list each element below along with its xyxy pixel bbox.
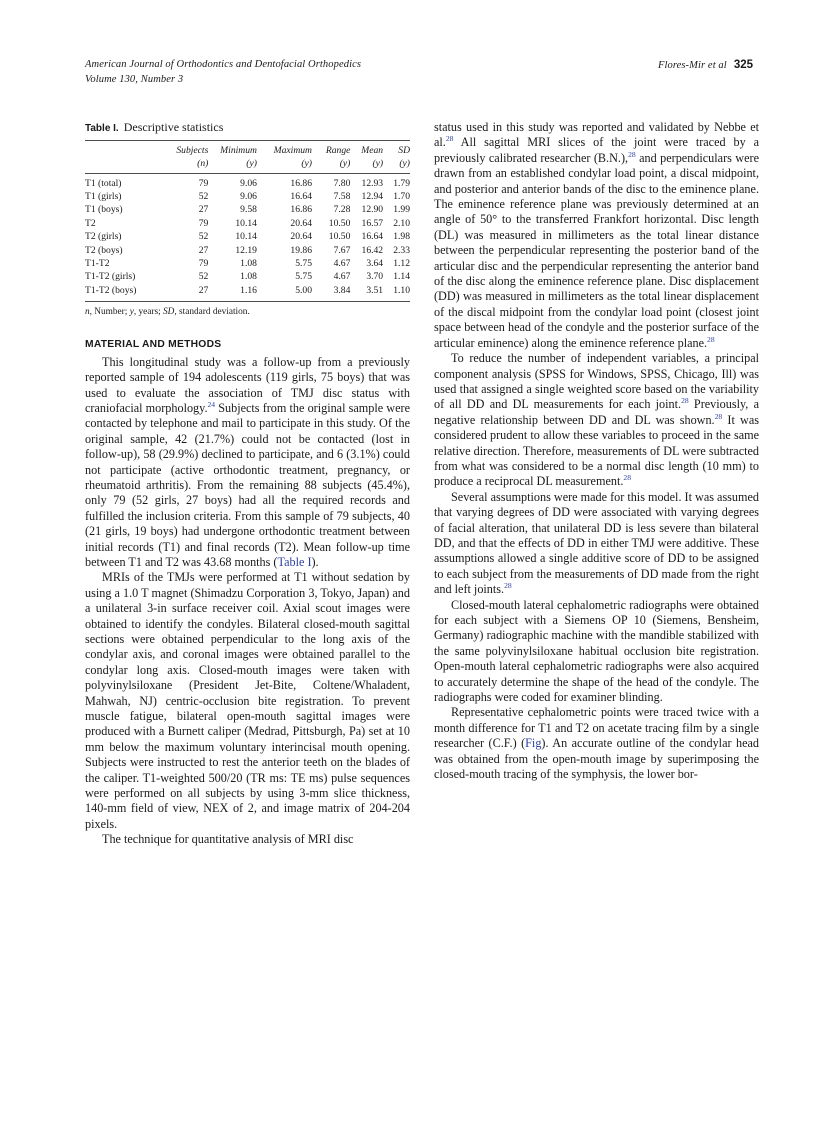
footnote-text-y: , years; [133, 306, 163, 317]
col-unit-range: (y) [339, 157, 351, 169]
table-header-row-unit [85, 158, 410, 174]
table-row [85, 191, 410, 204]
cell-subjects: 27 [198, 204, 209, 216]
running-head-right [658, 58, 753, 74]
paragraph-text: To reduce the number of independent variables, a principal component analysis (SPSS for Windows, SPSS, Chicago, Ill) was used that assigned a single weighted score based on the variability of all DD and DL measurements for each joint. [434, 351, 759, 412]
cell-maximum: 20.64 [290, 217, 312, 229]
cell-mean: 16.64 [361, 231, 384, 243]
cell-sd: 1.98 [393, 231, 410, 243]
col-header-sd: SD [383, 141, 410, 158]
col-unit-mean: (y) [372, 157, 384, 169]
col-header-minimum: Minimum [208, 141, 257, 158]
cell-minimum: 9.06 [240, 190, 257, 202]
citation-ref: 28 [623, 473, 631, 483]
citation-ref: 28 [628, 149, 636, 159]
table-row [85, 271, 410, 284]
cell-range: 3.84 [333, 284, 351, 296]
cell-sd: 1.10 [393, 284, 410, 296]
cell-subjects: 79 [169, 174, 208, 191]
cell-maximum: 5.75 [295, 257, 312, 269]
cell-minimum: 10.14 [235, 217, 257, 229]
paragraph-text: This longitudinal study was a follow-up from a previously reported sample of 194 adolescents (119 girls, 75 boys) that was used to evaluate the association of TMJ disc status with craniofacial morphology. [85, 354, 410, 415]
cell-maximum: 16.64 [290, 190, 312, 202]
cell-minimum: 10.14 [235, 231, 257, 243]
cell-sd: 2.10 [393, 217, 410, 229]
paragraph-text: Representative cephalometric points were traced twice with a month difference for T1 and T2 on acetate tracing film by a single researcher (C.F.) ( [434, 705, 759, 751]
paragraph-mri-protocol: MRIs of the TMJs were performed at T1 without sedation by using a 1.0 T magnet (Shimadzu Corporation 3, Tokyo, Japan) and a unilateral 3-in surface receiver coil. Axial scout images were obtained to identify the condyles. Bilateral closed-mouth sagittal sections were obtained perpendicular to the long axis of the condylar axis, and coronal images were obtained parallel to the condylar long axis. Closed-mouth images were taken with polyvinylsiloxane (President Jet-Bite, Coltene/Whaladent, Mahwah, NJ) centric-occlusion bite registration. To prevent muscle fatigue, bilateral open-mouth sagittal images were produced with a Burnett caliper (Medrad, Pittsburgh, Pa) set at 10 mm below the maximum voluntary interincisal mouth opening. Subjects were instructed to rest the anterior teeth on the blades of the caliper. T1-weighted 500/20 (TR ms: TE ms) pulse sequences were performed on all subjects by using 3-mm slice thickness, 140-mm field of view, NEX of 2, and image matrix of 204-204 pixels. [85, 570, 410, 831]
table-descriptive-statistics [85, 120, 410, 318]
cell-sd: 1.79 [383, 174, 410, 191]
cell-range: 4.67 [333, 271, 351, 283]
col-header-mean: Mean [350, 141, 383, 158]
paragraph-model-assumptions [434, 490, 759, 598]
cell-mean: 3.64 [366, 257, 384, 269]
cell-minimum: 1.08 [240, 271, 257, 283]
table-body [85, 174, 410, 301]
cell-sd: 1.70 [393, 190, 410, 202]
cell-mean: 16.42 [361, 244, 384, 256]
col-header-maximum: Maximum [257, 141, 312, 158]
paragraph-text: ). [311, 554, 319, 569]
col-header-range: Range [312, 141, 350, 158]
paragraph-text: status used in this study was reported and validated by Nebbe et al. [434, 120, 759, 150]
cell-maximum: 16.86 [257, 174, 312, 191]
citation-ref: 28 [504, 581, 512, 591]
paragraph-text: Subjects from the original sample were contacted by telephone and mail to participate in this study. Of the original sample, 42 (21.7%) could not be contacted (lost in follow-up), 58 (29.9%) declined to participate, and 6 (3.1%) could not participate (active orthodontic treatment, pregnancy, or rheumatoid arthritis). From the remaining 88 subjects (45.4%), only 79 (52 girls, 27 boys) had all the required records and fulfilled the inclusion criteria. From this sample of 79 subjects, 40 (21 girls, 19 boys) had undergone orthodontic treatment between initial records (T1) and final records (T2). Mean follow-up time between T1 and T2 was 43.68 months ( [85, 400, 410, 569]
page-number: 325 [733, 59, 753, 71]
col-unit-sd: (y) [399, 157, 410, 169]
cell-minimum: 12.19 [235, 244, 257, 256]
footnote-text-sd: , standard deviation. [174, 306, 250, 317]
cell-minimum: 1.08 [240, 257, 257, 269]
table-header-row-name [85, 141, 410, 158]
cell-subjects: 79 [198, 217, 209, 229]
left-column [85, 120, 410, 848]
cell-maximum: 5.75 [295, 271, 312, 283]
paragraph-text: and perpendiculars were drawn from an established condylar load point, a discal midpoint, and posterior and anterior bands of the disc to the eminence plane. The eminence reference plane was previously determined at an angle of 50° to the transferred Frankfort horizontal. Disc length (DL) was measured in millimeters as the total linear distance between the perpendicular representing the posterior band of the articular disc and the perpendicular representing the anterior band of the disc along the eminence reference plane. Disc displacement (DD) was measured in millimeters as the total linear displacement of the discal midpoint from the condylar load point (closest joint space between head of the condyle and the posterior surface of the articular eminence) along the eminence reference plane. [434, 150, 759, 350]
footnote-text-n: , Number; [89, 306, 130, 317]
table-footnote [85, 301, 410, 318]
cell-maximum: 5.00 [295, 284, 312, 296]
table-row [85, 258, 410, 271]
citation-ref: 28 [445, 134, 454, 144]
paragraph-text: Previously, a negative relationship between DD and DL was shown. [434, 397, 759, 427]
citation-ref: 28 [707, 334, 715, 344]
cell-sd: 1.99 [393, 204, 410, 216]
cell-range: 7.28 [333, 204, 351, 216]
row-label: T1 (boys) [85, 204, 123, 216]
table-title: Descriptive statistics [123, 120, 224, 134]
cell-range: 7.80 [312, 174, 350, 191]
paragraph-principal-component-analysis [434, 351, 759, 490]
running-head [85, 58, 753, 92]
row-label: T1-T2 (girls) [85, 271, 136, 283]
cell-maximum: 19.86 [290, 244, 312, 256]
volume-issue: Volume 130, Number 3 [85, 73, 184, 85]
table-label: Table I. [85, 123, 119, 134]
cell-maximum: 20.64 [290, 231, 312, 243]
col-header-subjects: Subjects [169, 141, 208, 158]
table-row [85, 217, 410, 230]
cell-mean: 16.57 [361, 217, 384, 229]
citation-ref: 24 [207, 399, 216, 409]
cell-range: 7.58 [333, 190, 351, 202]
row-label: T2 (boys) [85, 244, 123, 256]
table-caption [85, 120, 410, 136]
row-label: T2 [85, 217, 96, 229]
paragraph-text: Several assumptions were made for this model. It was assumed that varying degrees of DD were associated with varying degrees of facial alteration, that unilateral DD is less severe than bilateral DD, and that the effects of DD in either TMJ were additive. These assumptions allowed a single additive score of DD to be assigned to each subject from the measurements of DD made from the right and left joints. [434, 489, 760, 597]
row-label: T1 (total) [85, 174, 169, 191]
footnote-abbr-sd: SD [163, 306, 175, 317]
table-row [85, 204, 410, 217]
paragraph-cephalometric-radiographs: Closed-mouth lateral cephalometric radiographs were obtained for each subject with a Siemens OP 10 (Siemens, Bensheim, Germany) radiographic machine with the mandible stabilized with the same polyvinylsiloxane habitual occlusion bite registration. Open-mouth lateral cephalometric radiographs were also acquired to accurately determine the shape of the head of the condyle. The radiographs were coded for examiner blinding. [434, 597, 759, 705]
row-label: T1 (girls) [85, 190, 122, 202]
table-row [85, 284, 410, 300]
section-heading-material-and-methods: MATERIAL AND METHODS [85, 338, 222, 350]
table-row [85, 244, 410, 257]
col-unit-minimum: (y) [246, 157, 257, 169]
table-link[interactable]: Table I [277, 554, 312, 569]
cell-mean: 3.51 [366, 284, 384, 296]
cell-range: 10.50 [328, 231, 351, 243]
cell-range: 7.67 [333, 244, 351, 256]
cell-sd: 1.12 [393, 257, 410, 269]
row-label: T1-T2 (boys) [85, 284, 137, 296]
cell-mean: 3.70 [366, 271, 384, 283]
cell-range: 10.50 [328, 217, 351, 229]
table-row [85, 174, 410, 191]
statistics-table [85, 140, 410, 301]
paragraph-text: All sagittal MRI slices of the joint were traced by a previously calibrated researcher (B.N.), [434, 135, 759, 165]
figure-link[interactable]: Fig [525, 736, 542, 751]
row-label: T2 (girls) [85, 231, 122, 243]
paragraph-text: It was considered prudent to allow these variables to proceed in the same relative direction. Therefore, measurements of DL were subtracted from what was considered to be a normal disc length (10 mm) to produce a reciprocal DL measurement. [434, 412, 759, 489]
running-head-left [85, 58, 361, 87]
running-head-authors: Flores-Mir et al [657, 60, 727, 71]
footnote-abbr-n: n [85, 306, 90, 317]
cell-subjects: 52 [198, 271, 209, 283]
cell-subjects: 27 [198, 284, 209, 296]
citation-ref: 28 [714, 411, 723, 421]
footnote-abbr-y: y [129, 306, 134, 317]
paragraph-disc-measurement [434, 120, 759, 351]
cell-sd: 2.33 [393, 244, 410, 256]
citation-ref: 28 [681, 396, 689, 406]
right-column [434, 120, 759, 782]
cell-subjects: 52 [198, 231, 209, 243]
cell-minimum: 9.58 [240, 204, 257, 216]
journal-title: American Journal of Orthodontics and Dentofacial Orthopedics [85, 59, 362, 70]
col-unit-maximum: (y) [301, 157, 312, 169]
cell-subjects: 79 [198, 257, 209, 269]
cell-mean: 12.90 [361, 204, 384, 216]
cell-minimum: 9.06 [208, 174, 257, 191]
col-unit-blank [85, 158, 169, 174]
paragraph-technique-start: The technique for quantitative analysis of MRI disc [102, 832, 354, 847]
col-unit-subjects: (n) [197, 157, 209, 169]
cell-maximum: 16.86 [290, 204, 312, 216]
cell-mean: 12.94 [361, 190, 384, 202]
cell-mean: 12.93 [350, 174, 383, 191]
cell-range: 4.67 [333, 257, 351, 269]
row-label: T1-T2 [85, 257, 110, 269]
paragraph-cephalometric-tracing [434, 705, 759, 782]
cell-sd: 1.14 [393, 271, 410, 283]
table-head [85, 141, 410, 174]
col-header-blank [85, 141, 169, 158]
paragraph-study-sample [85, 355, 410, 571]
cell-subjects: 27 [198, 244, 209, 256]
paragraph-text: ). An accurate outline of the condylar head was obtained from the open-mouth image by superimposing the closed-mouth tracing of the symphysis, the lower bor- [434, 736, 759, 782]
cell-minimum: 1.16 [240, 284, 257, 296]
table-row [85, 231, 410, 244]
cell-subjects: 52 [198, 190, 209, 202]
